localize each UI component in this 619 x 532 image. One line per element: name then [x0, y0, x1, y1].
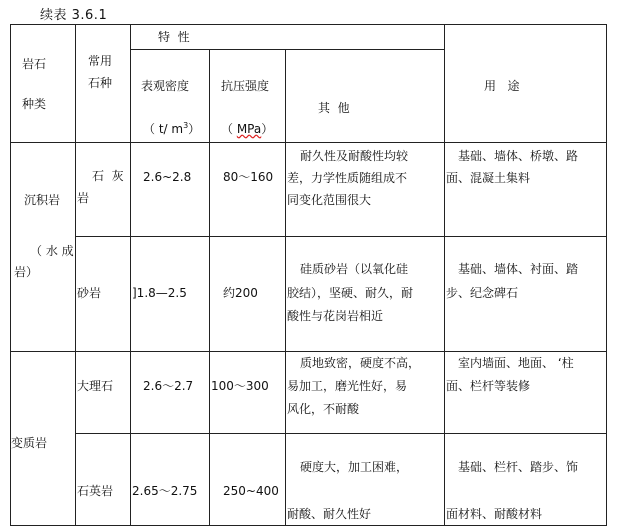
row4-usage-line2: 面材料、耐酸材料: [446, 507, 543, 521]
strength-unit-mpa: MPa: [236, 122, 262, 136]
row4-strength: 250~400: [223, 484, 279, 498]
row4-density: 2.65～2.75: [132, 484, 198, 498]
row2-usage-line1: 基础、墙体、衬面、踏: [458, 262, 579, 276]
row2-stone: 砂岩: [77, 286, 102, 300]
density-unit-post: ）: [188, 122, 201, 136]
rule-header-bottom: [10, 142, 606, 143]
rule-row3-bottom: [75, 433, 606, 434]
header-usage: 用 途: [484, 79, 520, 93]
header-rock-type-line2: 种类: [22, 97, 47, 111]
row4-other-line1: 硬度大，加工困难，: [300, 460, 409, 474]
row4-usage-line1: 基础、栏杆、踏步、饰: [458, 460, 579, 474]
density-unit-sup: 3: [183, 121, 189, 130]
row1-other-line3: 同变化范围很大: [287, 193, 372, 207]
col-line-5: [444, 24, 445, 526]
rule-top: [10, 24, 606, 25]
strength-unit-pre: （: [221, 122, 237, 136]
row1-usage-line2: 面、混凝土集料: [446, 171, 531, 185]
row2-density: ]1.8—2.5: [132, 286, 187, 300]
header-strength-unit: [221, 118, 273, 140]
row3-usage-line1: 室内墙面、地面、 ‘柱: [458, 356, 574, 370]
group-sedimentary-line1: 沉积岩: [24, 193, 61, 207]
row2-other-line3: 酸性与花岗岩相近: [287, 309, 384, 323]
density-unit-pre: （ t/ m: [143, 122, 184, 136]
row2-strength: 约200: [223, 286, 258, 300]
row1-other-line1: 耐久性及耐酸性均较: [300, 149, 409, 163]
rule-row1-bottom: [75, 236, 606, 237]
col-line-1: [75, 24, 76, 526]
row3-density: 2.6～2.7: [143, 379, 194, 393]
row2-other-line1: 硅质砂岩（以氧化硅: [300, 262, 409, 276]
col-line-2: [130, 24, 131, 526]
row3-other-line2: 易加工，磨光性好，易: [287, 379, 408, 393]
strength-unit-post: ）: [261, 122, 274, 136]
row3-other-line1: 质地致密，硬度不高，: [300, 356, 421, 370]
row4-stone: 石英岩: [77, 484, 114, 498]
row1-strength: 80～160: [223, 170, 274, 184]
row1-stone-line2: 岩: [77, 191, 90, 205]
row1-density: 2.6~2.8: [143, 170, 192, 184]
row3-other-line3: 风化，不耐酸: [287, 402, 360, 416]
row1-other-line2: 差，力学性质随组成不: [287, 171, 408, 185]
group-metamorphic: 变质岩: [11, 436, 48, 450]
header-density-unit: [143, 118, 200, 140]
row3-stone: 大理石: [77, 379, 114, 393]
row2-other-line2: 胶结），坚硬、耐久，耐: [287, 286, 414, 300]
header-common-stone-line1: 常用: [88, 54, 113, 68]
row3-usage-line2: 面、栏杆等装修: [446, 379, 531, 393]
table-caption: 续表 3.6.1: [40, 8, 108, 23]
rule-bottom: [10, 525, 606, 526]
header-density: 表观密度: [141, 79, 190, 93]
col-line-4: [285, 49, 286, 526]
header-strength: 抗压强度: [221, 79, 270, 93]
row1-usage-line1: 基础、墙体、桥墩、路: [458, 149, 579, 163]
col-line-3: [209, 49, 210, 526]
header-properties: 特 性: [158, 30, 190, 44]
row3-strength: 100～300: [211, 379, 269, 393]
group-sedimentary-line2: （ 水 成: [30, 244, 74, 258]
rule-subheader: [130, 49, 444, 50]
header-rock-type-line1: 岩石: [22, 57, 47, 71]
group-sedimentary-line3: 岩）: [14, 265, 39, 279]
row2-usage-line2: 步、纪念碑石: [446, 286, 519, 300]
row4-other-line2: 耐酸、耐久性好: [287, 507, 372, 521]
row1-stone-line1: 石 灰: [92, 169, 124, 183]
header-common-stone-line2: 石种: [88, 76, 113, 90]
col-line-right: [606, 24, 607, 526]
header-other: 其 他: [318, 101, 350, 115]
